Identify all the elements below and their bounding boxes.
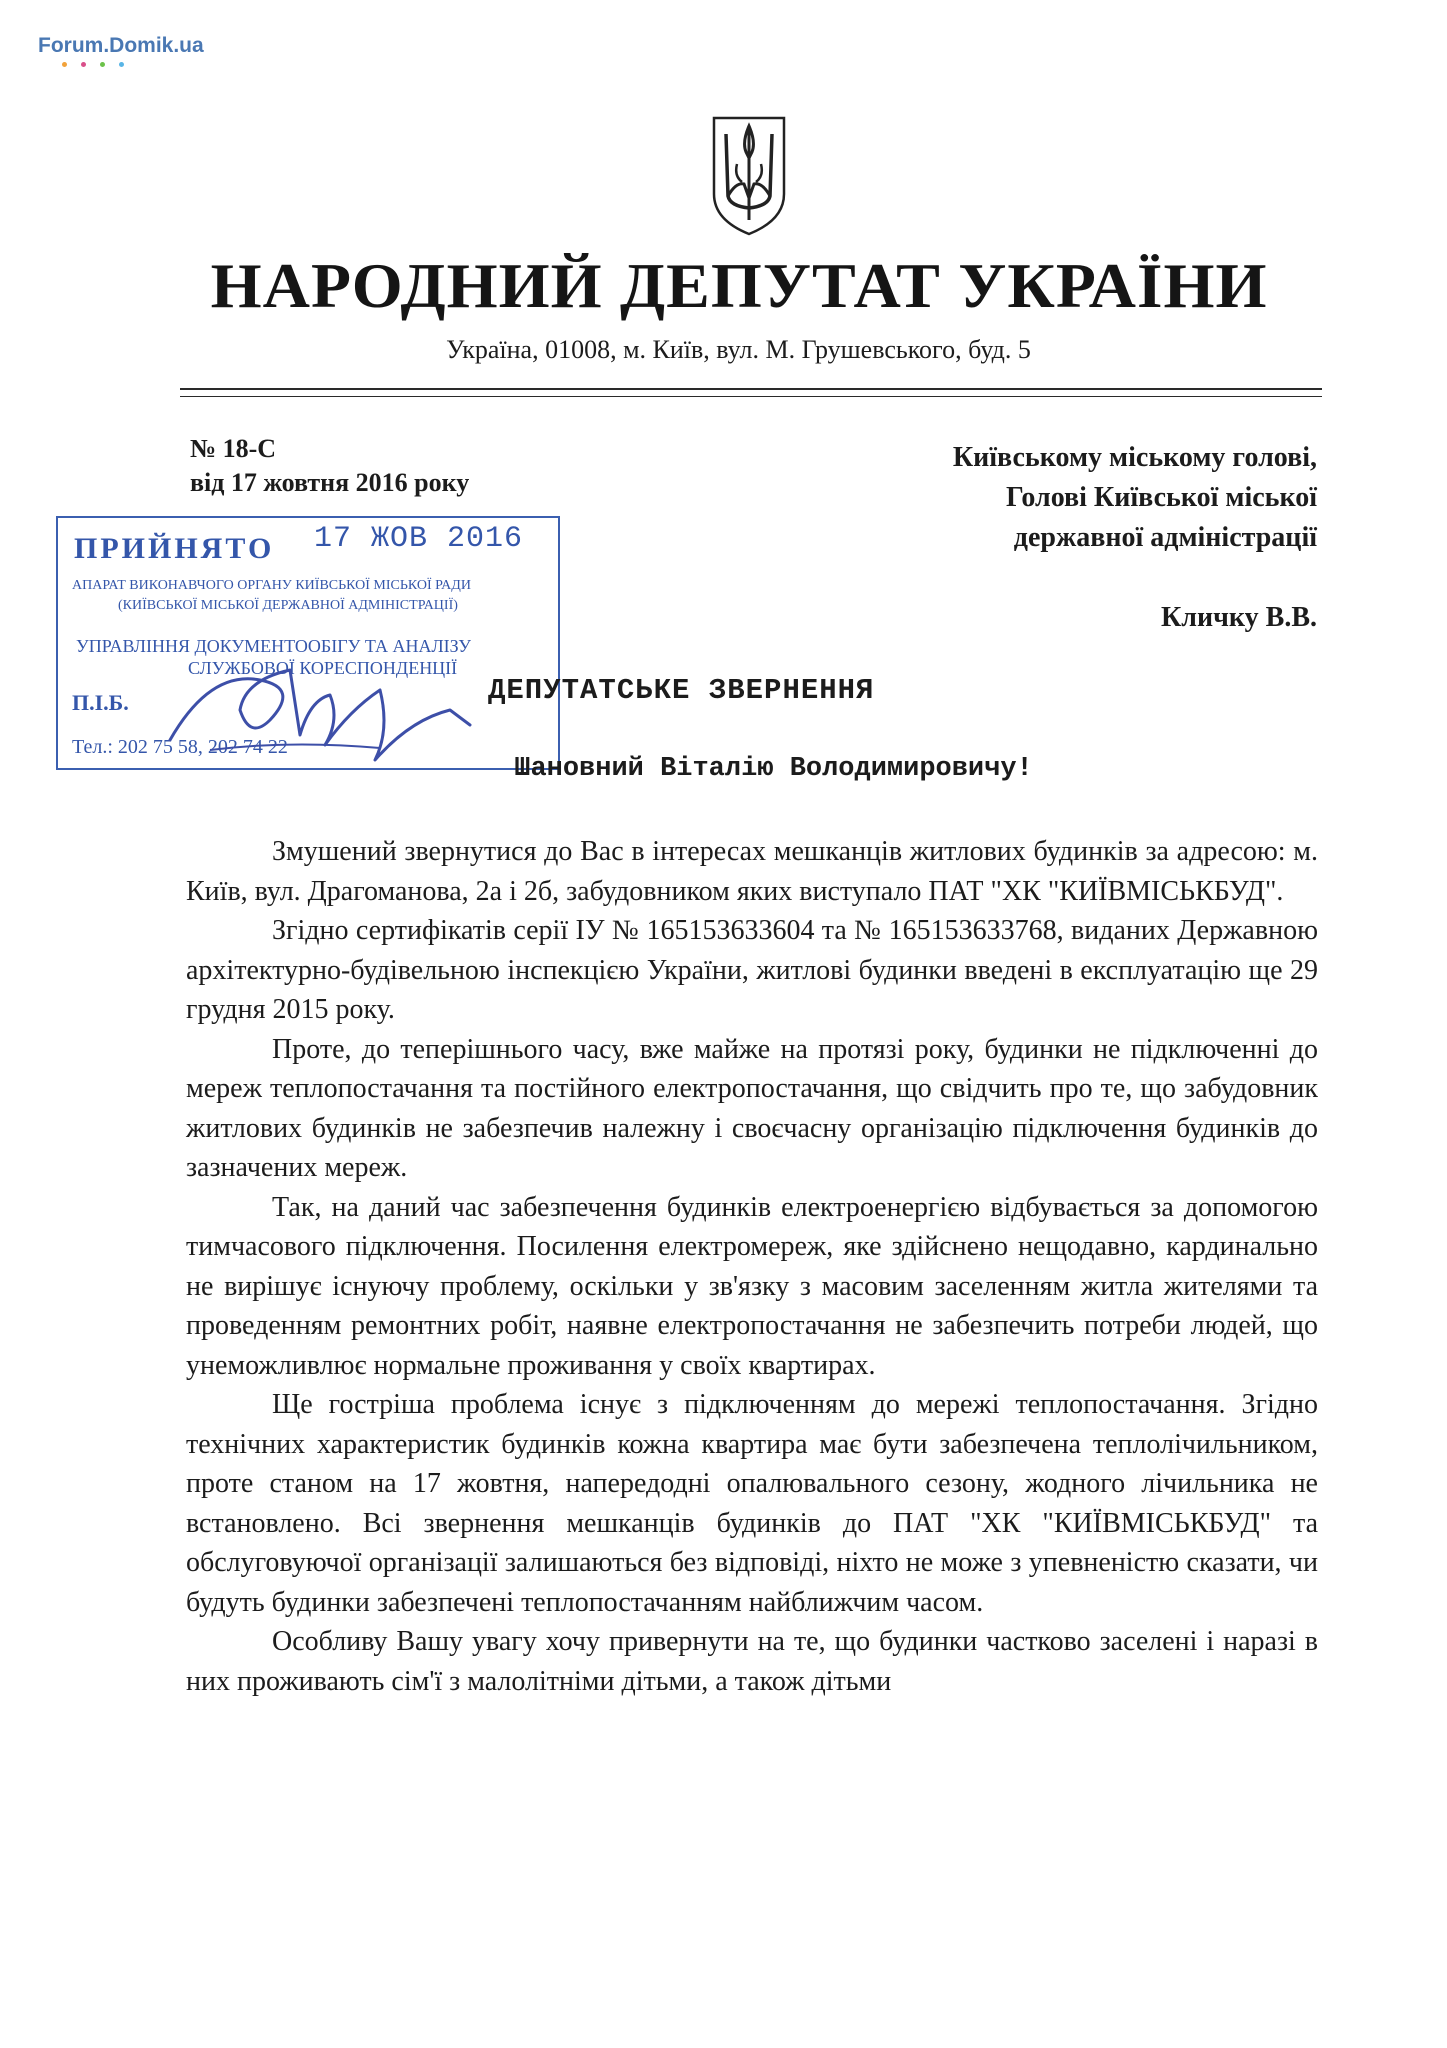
stamp-line: СЛУЖБОВОЇ КОРЕСПОНДЕНЦІЇ bbox=[188, 658, 458, 678]
stamp-phones: Тел.: 202 75 58, 202 74 22 bbox=[72, 736, 288, 758]
watermark-logo: Forum.Domik.ua bbox=[38, 34, 204, 57]
watermark-dot bbox=[62, 62, 67, 67]
stamp-accepted-label: ПРИЙНЯТО bbox=[74, 532, 275, 565]
salutation: Шановний Віталію Володимировичу! bbox=[514, 754, 1033, 784]
sender-address: Україна, 01008, м. Київ, вул. М. Грушевського, буд. 5 bbox=[446, 335, 1031, 364]
stamp-line: (КИЇВСЬКОЇ МІСЬКОЇ ДЕРЖАВНОЇ АДМІНІСТРАЦІЇ) bbox=[118, 598, 458, 613]
header-divider bbox=[180, 388, 1322, 390]
document-reference bbox=[190, 432, 469, 500]
signature-icon bbox=[150, 640, 490, 770]
document-number: № 18-С bbox=[190, 434, 277, 463]
addressee-block bbox=[953, 438, 1317, 638]
stamp-pib-label: П.І.Б. bbox=[72, 690, 129, 715]
letter-paragraph: Ще гостріша проблема існує з підключенням до мережі теплопостачання. Згідно технічних характеристик будинків кожна квартира має бути забезпечена теплолічильником, проте станом на 17 жовтня, напередодні опалювального сезону, жодного лічильника не встановлено. Всі звернення мешканців будинків до ПАТ "ХК "КИЇВМІСЬКБУД" та обслуговуючої організації залишаються без відповіді, ніхто не може з упевненістю сказати, чи будуть будинки забезпечені теплопостачанням найближчим часом. bbox=[186, 1389, 1318, 1618]
letter-paragraph: Особливу Вашу увагу хочу привернути на те, що будинки частково заселені і наразі в них проживають сім'ї з малолітніми дітьми, а також дітьми bbox=[186, 1626, 1318, 1697]
trident-icon bbox=[706, 112, 792, 238]
addressee-line: Київському міському голові, bbox=[952, 442, 1317, 473]
stamp-date: 17 ЖОВ 2016 bbox=[314, 522, 524, 556]
addressee-line: Голові Київської міської bbox=[1006, 482, 1317, 513]
watermark-dot bbox=[119, 62, 124, 67]
letter-paragraph: Згідно сертифікатів серії ІУ № 165153633604 та № 165153633768, виданих Державною архітектурно-будівельною інспекцією України, житлові будинки введені в експлуатацію ще 29 грудня 2015 року. bbox=[186, 915, 1318, 1025]
watermark-dots bbox=[62, 62, 124, 67]
watermark-dot bbox=[81, 62, 86, 67]
letter-body bbox=[186, 832, 1318, 1701]
stamp-line: УПРАВЛІННЯ ДОКУМЕНТООБІГУ ТА АНАЛІЗУ bbox=[76, 636, 471, 656]
addressee-name: Кличку В.В. bbox=[1160, 602, 1317, 633]
stamp-line: АПАРАТ ВИКОНАВЧОГО ОРГАНУ КИЇВСЬКОЇ МІСЬКОЇ РАДИ bbox=[72, 578, 471, 593]
appeal-heading: ДЕПУТАТСЬКЕ ЗВЕРНЕННЯ bbox=[488, 674, 875, 707]
watermark-dot bbox=[100, 62, 105, 67]
addressee-line: державної адміністрації bbox=[1013, 522, 1317, 553]
letter-paragraph: Проте, до теперішнього часу, вже майже на протязі року, будинки не підключенні до мереж теплопостачання та постійного електропостачання, що свідчить про те, що забудовник житлових будинків не забезпечив належну і своєчасну організацію підключення будинків до зазначених мереж. bbox=[186, 1033, 1318, 1183]
document-date: від 17 жовтня 2016 року bbox=[190, 468, 470, 497]
page-title: НАРОДНИЙ ДЕПУТАТ УКРАЇНИ bbox=[210, 251, 1268, 321]
letter-paragraph: Змушений звернутися до Вас в інтересах мешканців житлових будинків за адресою: м. Київ, вул. Драгоманова, 2а і 2б, забудовником яких виступало ПАТ "ХК "КИЇВМІСЬКБУД". bbox=[186, 836, 1318, 907]
letter-paragraph: Так, на даний час забезпечення будинків електроенергією відбувається за допомогою тимчасового підключення. Посилення електромереж, яке здійснено нещодавно, кардинально не вирішує існуючу проблему, оскільки у зв'язку з масовим заселенням житла жителями та проведенням ремонтних робіт, наявне електропостачання не забезпечить потреби людей, що унеможливлює нормальне проживання у своїх квартирах. bbox=[186, 1191, 1318, 1381]
header-divider bbox=[180, 396, 1322, 397]
